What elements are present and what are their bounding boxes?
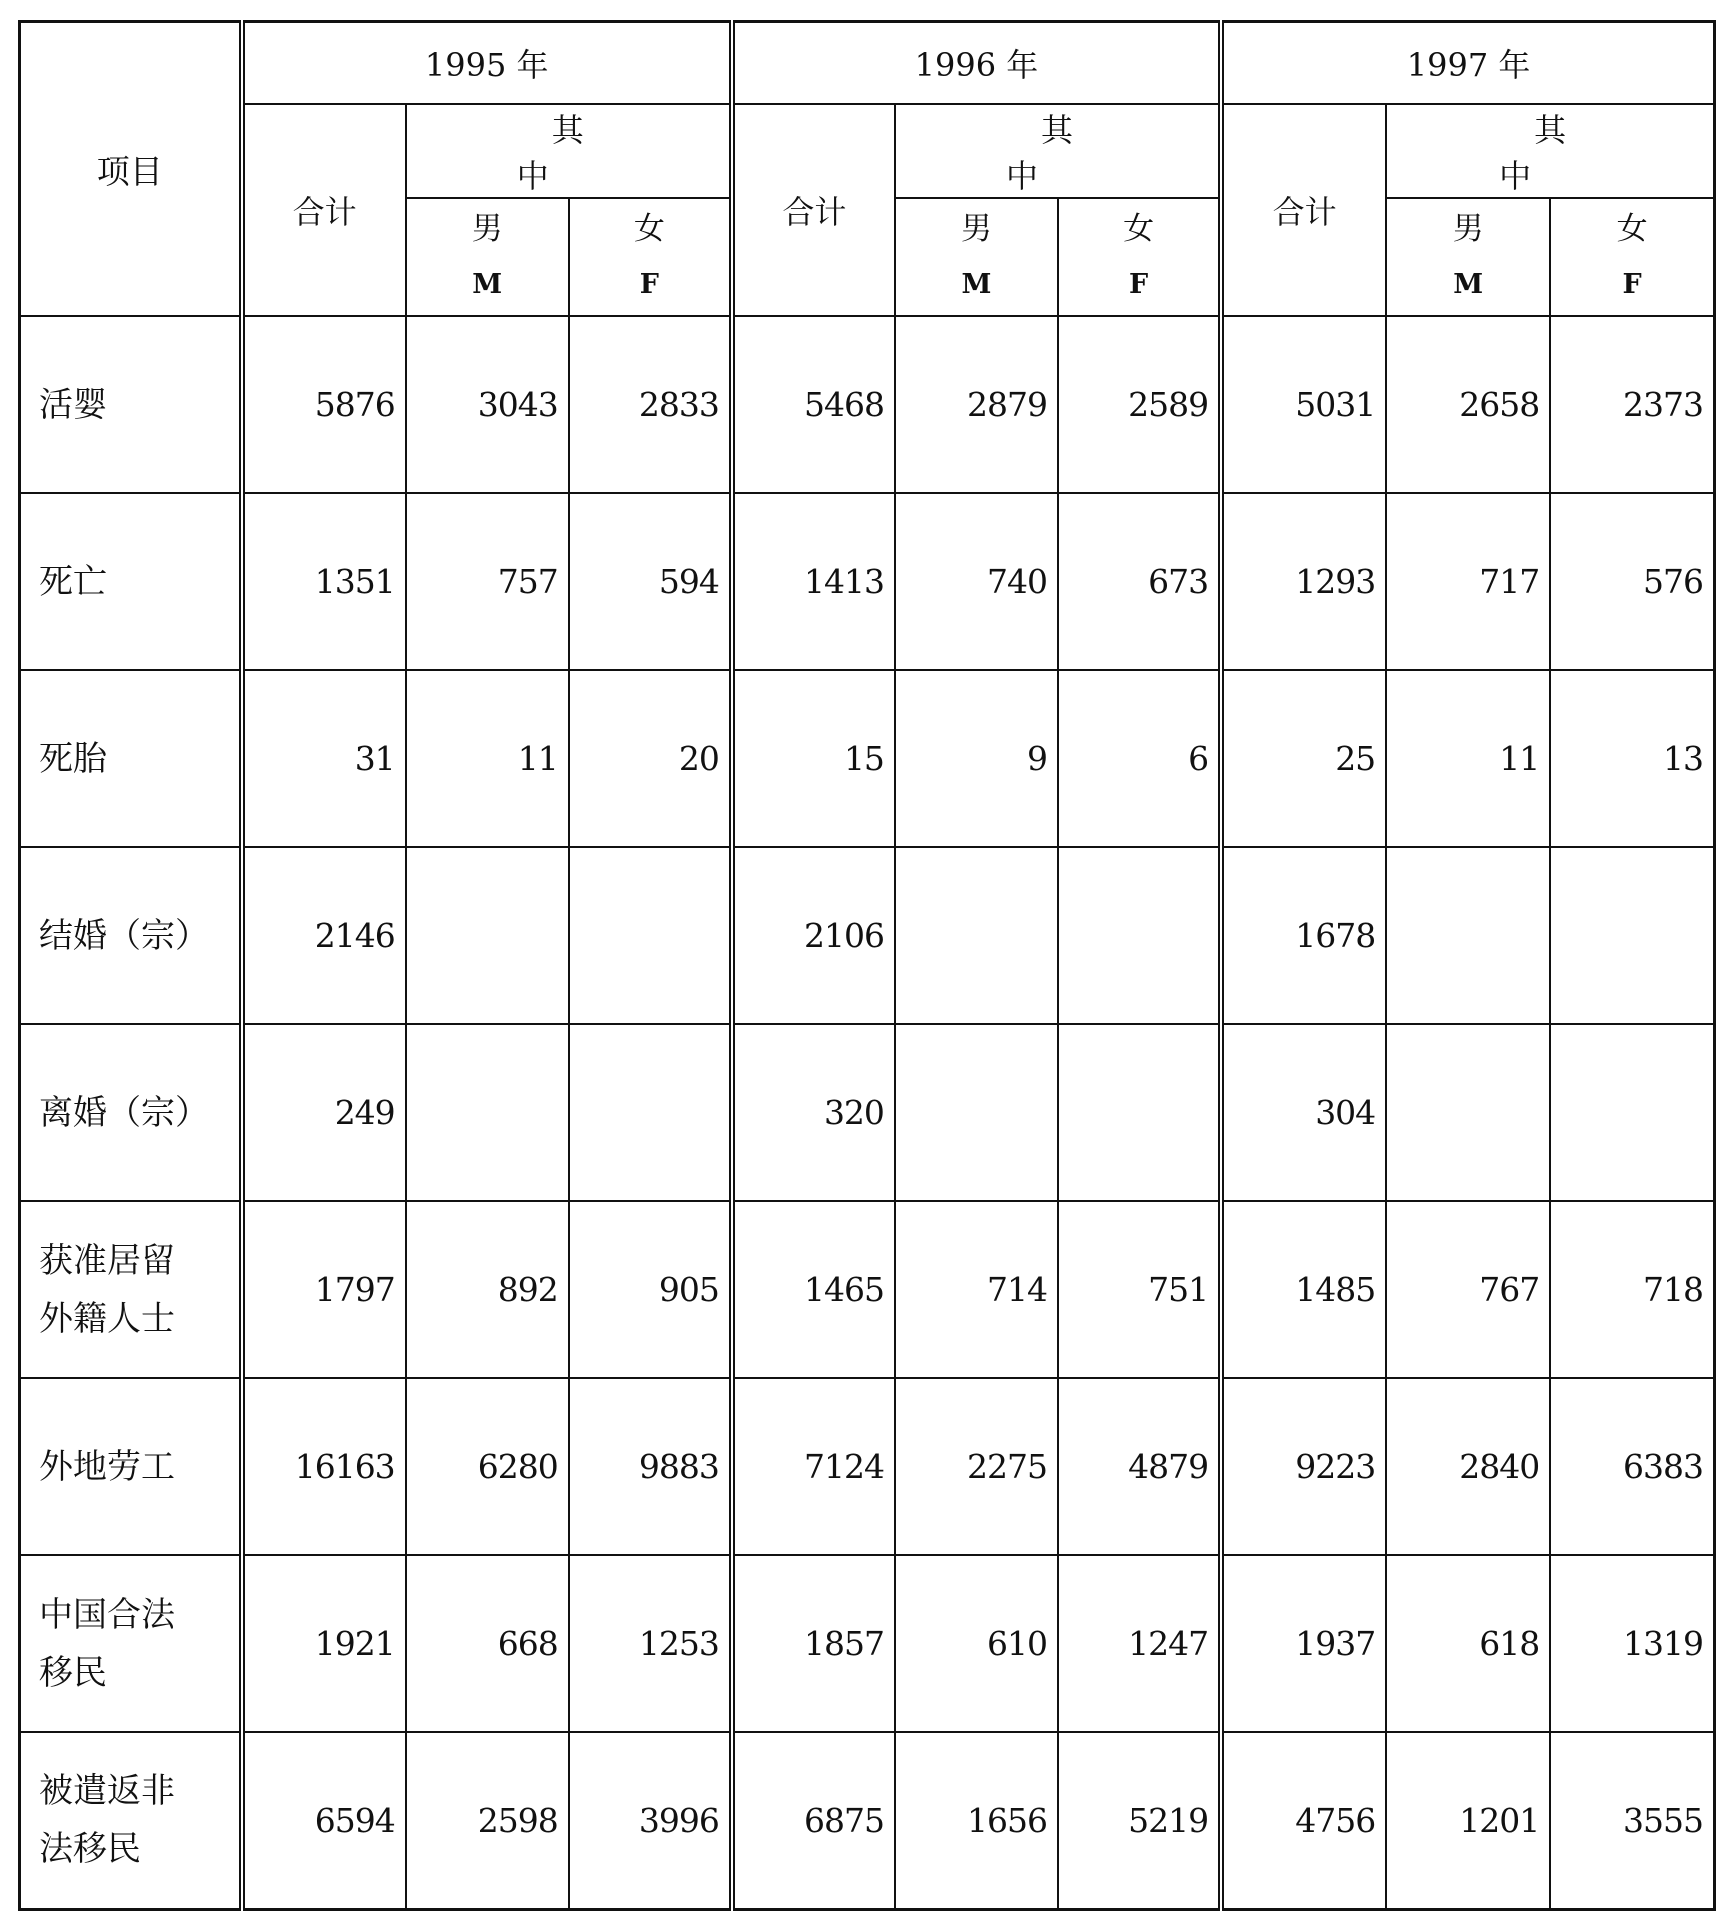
table-row [20,847,1715,1024]
value-cell: 6383 [1550,1378,1714,1555]
row-label: 死胎 [20,670,242,847]
table-row [20,1555,1715,1732]
value-cell: 31 [242,670,406,847]
of-which-header: 其 中 [406,104,732,198]
value-cell: 6 [1058,670,1221,847]
row-label: 活婴 [20,316,242,493]
value-cell: 11 [1386,670,1550,847]
value-cell: 15 [732,670,895,847]
value-cell: 3996 [569,1732,732,1909]
value-cell: 2879 [895,316,1058,493]
value-cell: 4879 [1058,1378,1221,1555]
value-cell: 16163 [242,1378,406,1555]
value-cell: 714 [895,1201,1058,1378]
value-cell: 2589 [1058,316,1221,493]
value-cell: 20 [569,670,732,847]
row-label: 死亡 [20,493,242,670]
table-row [20,493,1715,670]
table-row [20,1732,1715,1909]
value-cell: 7124 [732,1378,895,1555]
row-label: 被遣返非法移民 [20,1732,242,1909]
table-row [20,316,1715,493]
of-which-header: 其 中 [895,104,1221,198]
of-which-header: 其 中 [1386,104,1714,198]
value-cell: 1351 [242,493,406,670]
value-cell: 320 [732,1024,895,1201]
value-cell: 751 [1058,1201,1221,1378]
row-label: 获准居留外籍人士 [20,1201,242,1378]
statistics-table [18,20,1716,1911]
male-header: 男 M [406,198,569,316]
value-cell [569,1024,732,1201]
value-cell: 13 [1550,670,1714,847]
value-cell [1058,847,1221,1024]
value-cell: 576 [1550,493,1714,670]
value-cell: 892 [406,1201,569,1378]
value-cell: 25 [1221,670,1386,847]
value-cell: 1293 [1221,493,1386,670]
value-cell [895,847,1058,1024]
value-cell: 718 [1550,1201,1714,1378]
value-cell: 1656 [895,1732,1058,1909]
value-cell: 1797 [242,1201,406,1378]
table-row [20,1201,1715,1378]
table-body [20,316,1715,1909]
value-cell [1386,1024,1550,1201]
value-cell: 767 [1386,1201,1550,1378]
female-header: 女 F [1058,198,1221,316]
table-row [20,670,1715,847]
year-header-1997: 1997 年 [1221,22,1714,105]
table-row [20,1378,1715,1555]
value-cell: 3043 [406,316,569,493]
value-cell: 1319 [1550,1555,1714,1732]
total-header: 合计 [242,104,406,316]
value-cell: 2833 [569,316,732,493]
value-cell [895,1024,1058,1201]
row-label: 结婚（宗） [20,847,242,1024]
value-cell: 1465 [732,1201,895,1378]
value-cell [1058,1024,1221,1201]
year-header-1995: 1995 年 [242,22,732,105]
value-cell: 249 [242,1024,406,1201]
value-cell: 3555 [1550,1732,1714,1909]
row-label: 中国合法移民 [20,1555,242,1732]
value-cell: 6875 [732,1732,895,1909]
value-cell: 5031 [1221,316,1386,493]
value-cell [406,1024,569,1201]
value-cell: 4756 [1221,1732,1386,1909]
value-cell: 5219 [1058,1732,1221,1909]
table-row [20,1024,1715,1201]
value-cell: 2275 [895,1378,1058,1555]
value-cell: 1413 [732,493,895,670]
value-cell: 2658 [1386,316,1550,493]
value-cell: 304 [1221,1024,1386,1201]
value-cell [1386,847,1550,1024]
value-cell: 11 [406,670,569,847]
value-cell: 5876 [242,316,406,493]
male-header: 男 M [1386,198,1550,316]
value-cell: 6280 [406,1378,569,1555]
value-cell: 2146 [242,847,406,1024]
item-column-header: 项目 [20,22,242,317]
value-cell: 9883 [569,1378,732,1555]
value-cell: 594 [569,493,732,670]
value-cell [1550,1024,1714,1201]
value-cell: 1201 [1386,1732,1550,1909]
value-cell: 673 [1058,493,1221,670]
value-cell: 1937 [1221,1555,1386,1732]
value-cell: 905 [569,1201,732,1378]
value-cell: 1857 [732,1555,895,1732]
row-label: 离婚（宗） [20,1024,242,1201]
value-cell: 2840 [1386,1378,1550,1555]
value-cell: 757 [406,493,569,670]
value-cell: 1253 [569,1555,732,1732]
value-cell [406,847,569,1024]
total-header: 合计 [732,104,895,316]
year-header-1996: 1996 年 [732,22,1221,105]
value-cell: 9 [895,670,1058,847]
female-header: 女 F [1550,198,1714,316]
total-header: 合计 [1221,104,1386,316]
value-cell: 668 [406,1555,569,1732]
value-cell: 1247 [1058,1555,1221,1732]
value-cell: 717 [1386,493,1550,670]
value-cell: 2106 [732,847,895,1024]
value-cell [1550,847,1714,1024]
value-cell: 9223 [1221,1378,1386,1555]
value-cell: 618 [1386,1555,1550,1732]
value-cell: 6594 [242,1732,406,1909]
value-cell: 5468 [732,316,895,493]
female-header: 女 F [569,198,732,316]
value-cell: 1485 [1221,1201,1386,1378]
value-cell: 2373 [1550,316,1714,493]
value-cell: 610 [895,1555,1058,1732]
male-header: 男 M [895,198,1058,316]
value-cell: 740 [895,493,1058,670]
row-label: 外地劳工 [20,1378,242,1555]
value-cell: 1678 [1221,847,1386,1024]
value-cell [569,847,732,1024]
value-cell: 2598 [406,1732,569,1909]
value-cell: 1921 [242,1555,406,1732]
